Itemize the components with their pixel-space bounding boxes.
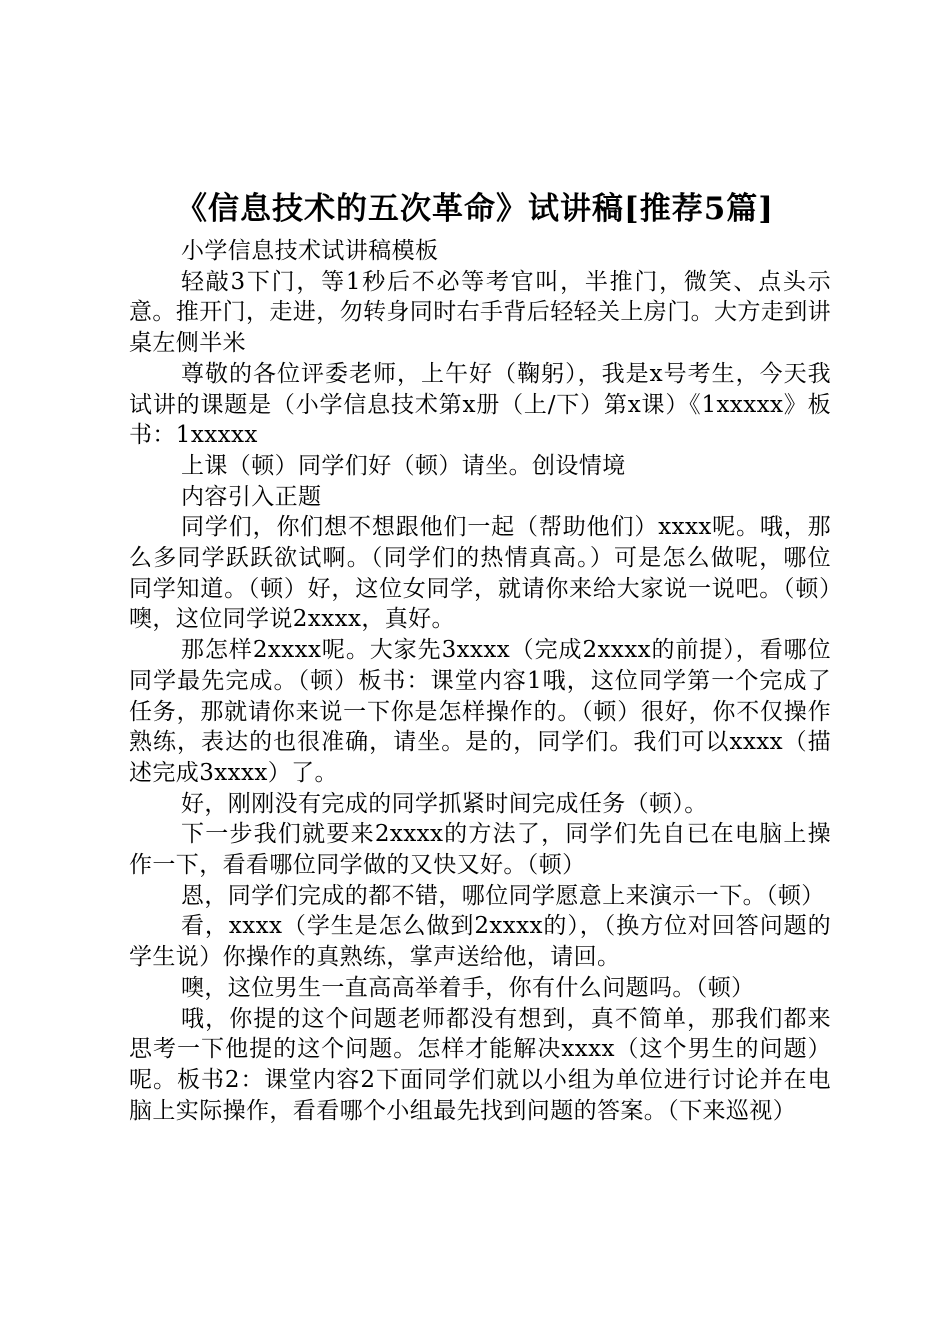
- paragraph-students-question: 同学们，你们想不想跟他们一起（帮助他们）xxxx呢。哦，那么多同学跃跃欲试啊。（同学们的热情真高。）可是怎么做呢，哪位同学知道。（顿）好，这位女同学，就请你来给大家说一说吧。（顿）噢，这位同学说2xxxx，真好。: [129, 514, 831, 633]
- paragraph-entering-room: 轻敲3下门，等1秒后不必等考官叫，半推门，微笑、点头示意。推开门，走进，勿转身同时右手背后轻轻关上房门。大方走到讲桌左侧半米: [129, 268, 831, 357]
- document-title: 《信息技术的五次革命》试讲稿[推荐5篇]: [176, 191, 774, 227]
- paragraph-finish-task: 好，刚刚没有完成的同学抓紧时间完成任务（顿）。: [181, 790, 708, 817]
- paragraph-template-heading: 小学信息技术试讲稿模板: [181, 238, 439, 264]
- paragraph-demonstration: 恩，同学们完成的都不错，哪位同学愿意上来演示一下。（顿）: [181, 882, 825, 909]
- paragraph-boy-question: 噢，这位男生一直高高举着手，你有什么问题吗。（顿）: [181, 974, 755, 1001]
- paragraph-class-start: 上课（顿）同学们好（顿）请坐。创设情境: [181, 452, 626, 479]
- paragraph-praise: 看，xxxx（学生是怎么做到2xxxx的），（换方位对回答问题的学生说）你操作的真熟练，掌声送给他，请回。: [129, 913, 831, 971]
- paragraph-introduction: 内容引入正题: [181, 483, 322, 510]
- document-body: [129, 236, 831, 1126]
- paragraph-greeting: 尊敬的各位评委老师，上午好（鞠躬），我是x号考生，今天我试讲的课题是（小学信息技术第x册（上/下）第x课）《1xxxxx》板书：1xxxxx: [129, 360, 831, 449]
- paragraph-next-step: 下一步我们就要来2xxxx的方法了，同学们先自已在电脑上操作一下，看看哪位同学做的又快又好。（顿）: [129, 821, 831, 879]
- paragraph-group-discussion: 哦，你提的这个问题老师都没有想到，真不简单，那我们都来思考一下他提的这个问题。怎样才能解决xxxx（这个男生的问题）呢。板书2：课堂内容2下面同学们就以小组为单位进行讨论并在电脑上实际操作，看看哪个小组最先找到问题的答案。（下来巡视）: [129, 1005, 831, 1124]
- paragraph-first-task: 那怎样2xxxx呢。大家先3xxxx（完成2xxxx的前提），看哪位同学最先完成。（顿）板书：课堂内容1哦，这位同学第一个完成了任务，那就请你来说一下你是怎样操作的。（顿）很好，你不仅操作熟练，表达的也很准确，请坐。是的，同学们。我们可以xxxx（描述完成3xxxx）了。: [129, 637, 831, 786]
